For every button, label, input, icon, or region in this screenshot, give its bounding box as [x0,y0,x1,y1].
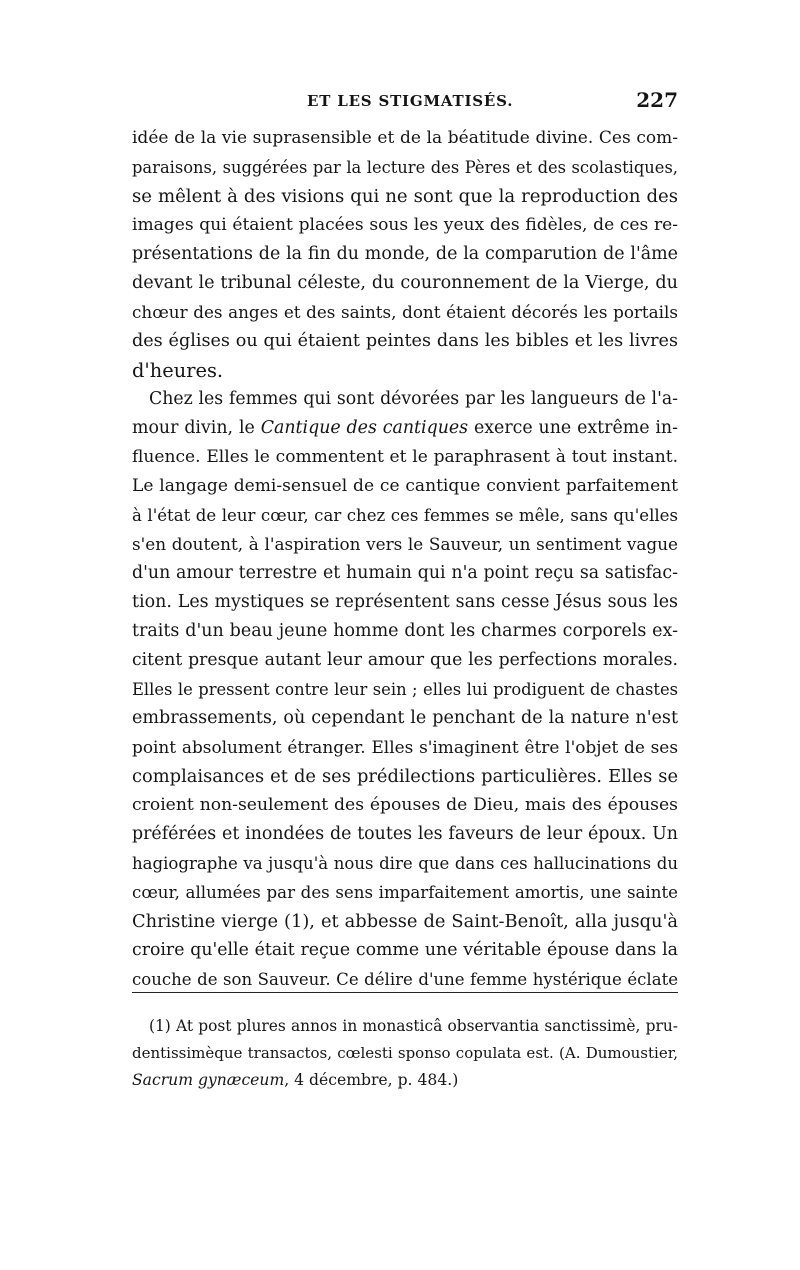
text-line: Le langage demi-sensuel de ce cantique convient parfaitement [132,476,678,496]
text-line: Chez les femmes qui sont dévorées par les langueurs de l'a- [149,389,678,409]
footnote-line: (1) At post plures annos in monasticâ observantia sanctissimè, pru- [149,1017,678,1035]
book-title: Cantique des cantiques [260,418,469,438]
text-line: traits d'un beau jeune homme dont les charmes corporels ex- [132,621,678,641]
text-line: chœur des anges et des saints, dont étaient décorés les portails [132,302,678,322]
text-line: croire qu'elle était reçue comme une véritable épouse dans la [132,940,678,960]
text-line: d'un amour terrestre et humain qui n'a point reçu sa satisfac- [132,563,678,583]
text-line: idée de la vie suprasensible et de la béatitude divine. Ces com- [132,128,678,148]
text-line: paraisons, suggérées par la lecture des Pères et des scolastiques, [132,158,678,177]
text-line: Christine vierge (1), et abbesse de Saint-Benoît, alla jusqu'à [132,911,678,932]
page-number: 227 [636,88,678,112]
text-fragment: mour divin, le [132,418,261,438]
text-line: présentations de la fin du monde, de la comparution de l'âme [132,244,678,264]
text-line: des églises ou qui étaient peintes dans les bibles et les livres [132,331,678,351]
running-head [132,88,678,118]
text-line: cœur, allumées par des sens imparfaitement amortis, une sainte [132,883,678,902]
text-line: couche de son Sauveur. Ce délire d'une femme hystérique éclate [132,970,678,989]
text-line: préférées et inondées de toutes les faveurs de leur époux. Un [132,824,678,844]
text-line: images qui étaient placées sous les yeux des fidèles, de ces re- [132,215,678,235]
text-line: Elles le pressent contre leur sein ; elles lui prodiguent de chastes [132,680,678,699]
text-fragment: exerce une extrême in- [468,418,678,438]
text-line: se mêlent à des visions qui ne sont que la reproduction des [132,186,678,207]
text-line: citent presque autant leur amour que les perfections morales. [132,650,678,670]
footnote-line [132,1067,678,1094]
running-title: ET LES STIGMATISÉS. [307,92,514,110]
text-line-with-title [132,414,678,443]
text-line: croient non-seulement des épouses de Dieu, mais des épouses [132,795,678,815]
text-line: tion. Les mystiques se représentent sans cesse Jésus sous les [132,592,678,612]
footnote-line: dentissimèque transactos, cœlesti sponso copulata est. (A. Dumoustier, [132,1044,678,1062]
text-line: s'en doutent, à l'aspiration vers le Sauveur, un sentiment vague [132,534,678,554]
text-line: devant le tribunal céleste, du couronnement de la Vierge, du [132,273,678,293]
text-line: complaisances et de ses prédilections particulières. Elles se [132,766,678,787]
body-text [132,124,678,994]
source-title: Sacrum gynæceum [132,1071,285,1089]
text-line: d'heures. [132,359,224,382]
footnote-rule [132,992,678,993]
text-line: embrassements, où cependant le penchant de la nature n'est [132,708,678,728]
text-fragment: , 4 décembre, p. 484.) [284,1071,459,1089]
text-line: point absolument étranger. Elles s'imaginent être l'objet de ses [132,737,678,757]
footnote [132,1013,678,1094]
text-line: fluence. Elles le commentent et le paraphrasent à tout instant. [132,447,678,467]
text-line: hagiographe va jusqu'à nous dire que dans ces hallucinations du [132,854,678,873]
text-line: à l'état de leur cœur, car chez ces femmes se mêle, sans qu'elles [132,506,678,525]
